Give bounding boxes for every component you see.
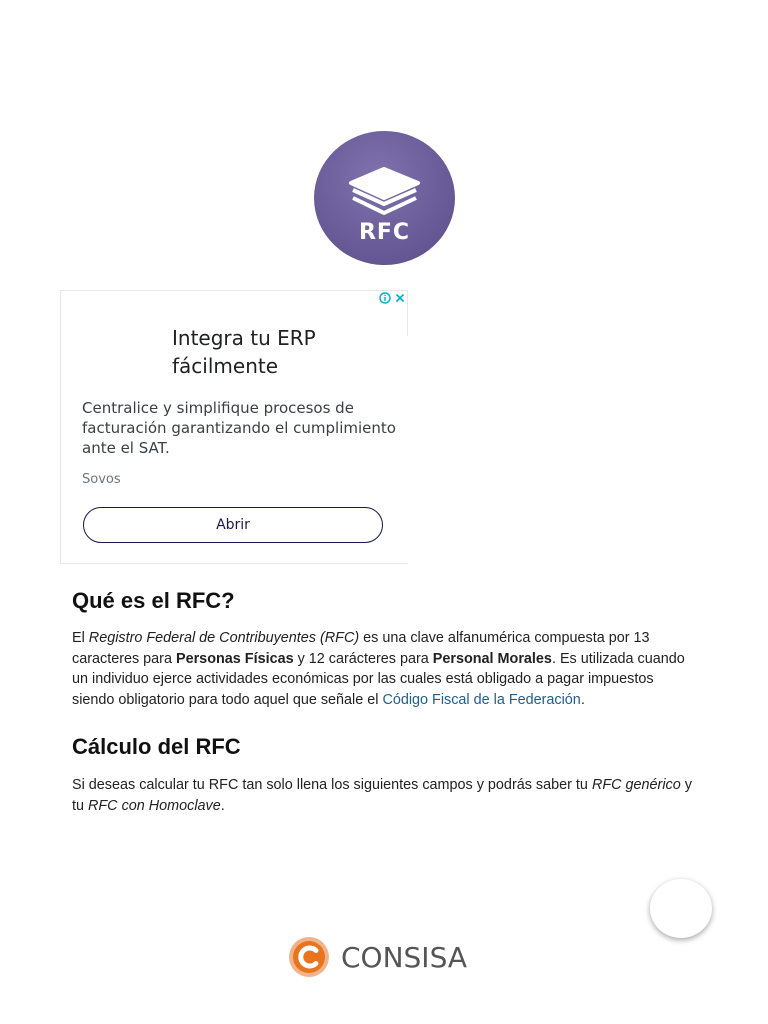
text: . bbox=[220, 797, 225, 814]
ad-title[interactable]: Integra tu ERP fácilmente bbox=[172, 326, 316, 378]
text: y tu bbox=[72, 777, 692, 814]
personas-fisicas-term: Personas Físicas bbox=[175, 650, 294, 667]
registro-federal-term: Registro Federal de Contribuyentes (RFC) bbox=[88, 630, 360, 646]
text: . Es utilizada cuando un individuo ejerce actividades económicas por las cuales está obligado a pagar impuestos siendo obligatorio para todo aquel que señale el bbox=[72, 650, 685, 709]
ad-content bbox=[61, 291, 396, 563]
rfc-description-paragraph bbox=[72, 628, 697, 711]
ad-source: Sovos bbox=[82, 472, 121, 487]
text: . bbox=[580, 692, 585, 709]
ad-body: Centralice y simplifique procesos de facturación garantizando el cumplimiento ante el SAT. bbox=[82, 399, 396, 457]
consisa-logo-icon bbox=[287, 936, 331, 978]
footer-brand-name: CONSISA bbox=[341, 941, 468, 974]
calculo-description-paragraph bbox=[72, 775, 697, 816]
text: y 12 carácteres para bbox=[293, 650, 433, 667]
rfc-homoclave-term: RFC con Homoclave bbox=[88, 797, 221, 814]
ad-open-button[interactable]: Abrir bbox=[83, 507, 383, 543]
info-icon[interactable] bbox=[379, 292, 391, 304]
ad-divider bbox=[407, 290, 408, 336]
codigo-fiscal-link[interactable]: Código Fiscal de la Federación bbox=[382, 692, 581, 709]
rfc-logo bbox=[314, 131, 455, 265]
text: El bbox=[72, 630, 89, 646]
text: Si deseas calcular tu RFC tan solo llena los siguientes campos y podrás saber tu bbox=[72, 777, 592, 793]
text: es una clave alfanumérica compuesta por 13 caracteres para bbox=[72, 630, 650, 667]
section-heading-que-es-rfc: Qué es el RFC? bbox=[72, 588, 235, 613]
close-icon[interactable] bbox=[394, 292, 406, 304]
ad-banner[interactable] bbox=[60, 290, 408, 564]
rfc-generico-term: RFC genérico bbox=[591, 777, 681, 793]
floating-action-button[interactable] bbox=[650, 879, 712, 938]
section-heading-calculo-rfc: Cálculo del RFC bbox=[72, 734, 241, 759]
logo-text: RFC bbox=[358, 220, 411, 245]
personal-morales-term: Personal Morales bbox=[432, 650, 552, 667]
